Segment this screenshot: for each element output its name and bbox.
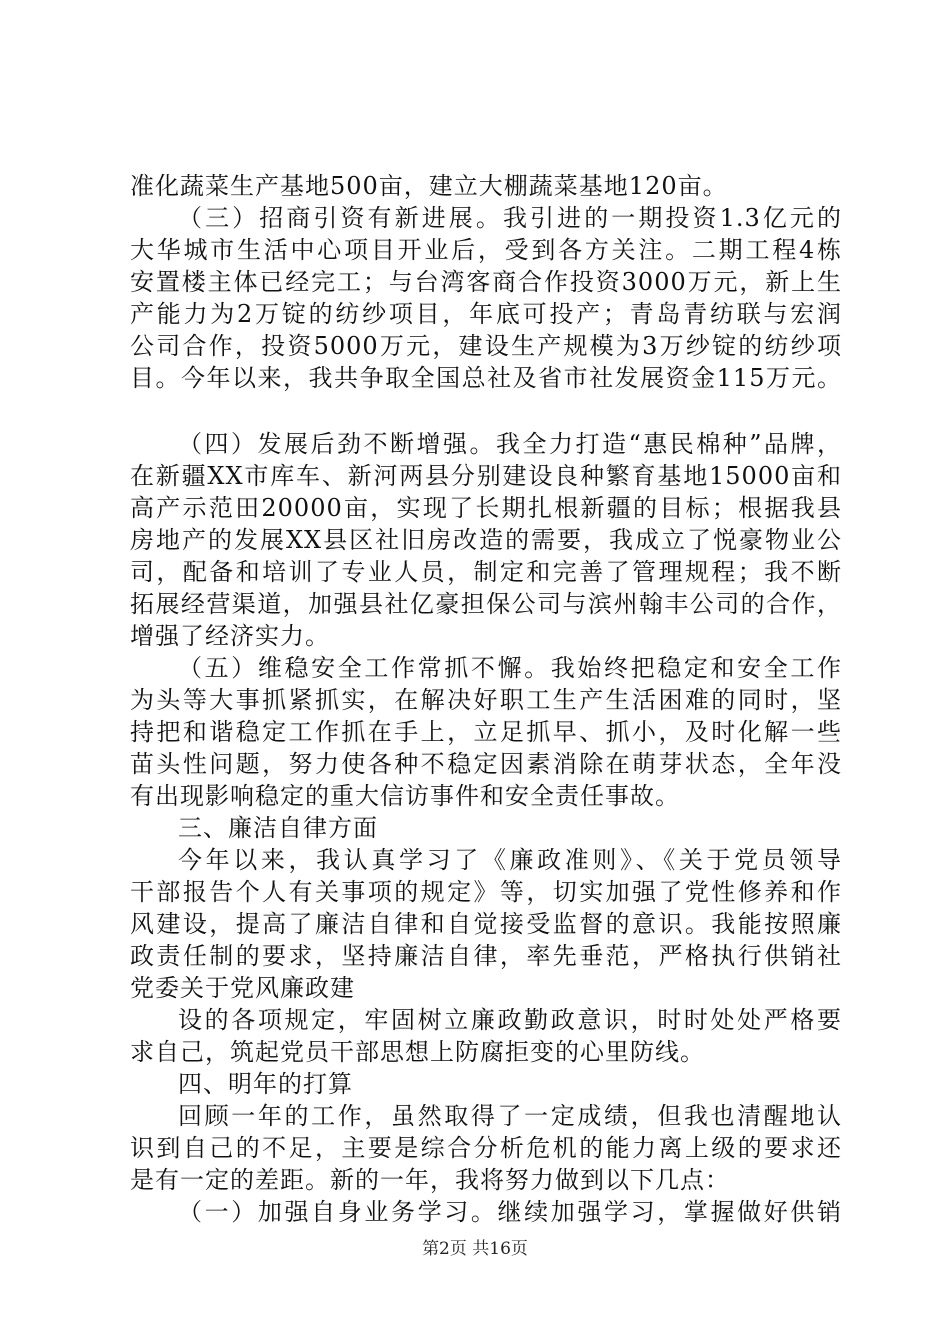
text-line: 司，配备和培训了专业人员，制定和完善了管理规程；我不断 [130,558,842,586]
text-line: 求自己，筑起党员干部思想上防腐拒变的心里防线。 [130,1038,705,1066]
text-line: 公司合作，投资5000万元，建设生产规模为3万纱锭的纺纱项 [130,332,842,360]
text-line: 大华城市生活中心项目开业后，受到各方关注。二期工程4栋 [130,236,842,264]
text-line: 拓展经营渠道，加强县社亿豪担保公司与滨州翰丰公司的合作， [130,590,842,618]
page-number-footer: 第2页 共16页 [422,1239,528,1259]
text-line: 房地产的发展XX县区社旧房改造的需要，我成立了悦豪物业公 [130,526,842,554]
text-line: 目。今年以来，我共争取全国总社及省市社发展资金115万元。 [130,364,842,392]
section-heading-4: 四、明年的打算 [178,1070,353,1098]
paragraph-heading-5: （五）维稳安全工作常抓不懈。我始终把稳定和安全工作 [178,654,842,682]
text-line: 识到自己的不足，主要是综合分析危机的能力离上级的要求还 [130,1134,842,1162]
text-line: 持把和谐稳定工作抓在手上，立足抓早、抓小，及时化解一些 [130,718,842,746]
text-line: 今年以来，我认真学习了《廉政准则》、《关于党员领导 [178,846,842,874]
text-line: 准化蔬菜生产基地500亩，建立大棚蔬菜基地120亩。 [130,172,728,200]
section-heading-3: 三、廉洁自律方面 [178,814,378,842]
text-line: 增强了经济实力。 [130,622,330,650]
document-body [130,170,842,1228]
text-line: 安置楼主体已经完工；与台湾客商合作投资3000万元，新上生 [130,268,842,296]
text-line: 是有一定的差距。新的一年，我将努力做到以下几点： [130,1166,730,1194]
paragraph-heading-1: （一）加强自身业务学习。继续加强学习，掌握做好供销 [178,1198,842,1226]
text-line: 为头等大事抓紧抓实，在解决好职工生产生活困难的同时，坚 [130,686,842,714]
text-line: 有出现影响稳定的重大信访事件和安全责任事故。 [130,782,680,810]
text-line: 干部报告个人有关事项的规定》等，切实加强了党性修养和作 [130,878,842,906]
text-line: 苗头性问题，努力使各种不稳定因素消除在萌芽状态，全年没 [130,750,842,778]
text-line: 设的各项规定，牢固树立廉政勤政意识，时时处处严格要 [178,1006,842,1034]
text-line: 风建设，提高了廉洁自律和自觉接受监督的意识。我能按照廉 [130,910,842,938]
text-line: 回顾一年的工作，虽然取得了一定成绩，但我也清醒地认 [178,1102,842,1130]
paragraph-heading-3: （三）招商引资有新进展。我引进的一期投资1.3亿元的 [178,204,842,232]
paragraph-heading-4: （四）发展后劲不断增强。我全力打造“惠民棉种”品牌， [178,430,842,458]
text-line: 党委关于党风廉政建 [130,974,355,1002]
text-line: 在新疆XX市库车、新河两县分别建设良种繁育基地15000亩和 [130,462,842,490]
text-line: 高产示范田20000亩，实现了长期扎根新疆的目标；根据我县 [130,494,842,522]
text-line: 政责任制的要求，坚持廉洁自律，率先垂范，严格执行供销社 [130,942,842,970]
text-line: 产能力为2万锭的纺纱项目，年底可投产；青岛青纺联与宏润 [130,300,842,328]
